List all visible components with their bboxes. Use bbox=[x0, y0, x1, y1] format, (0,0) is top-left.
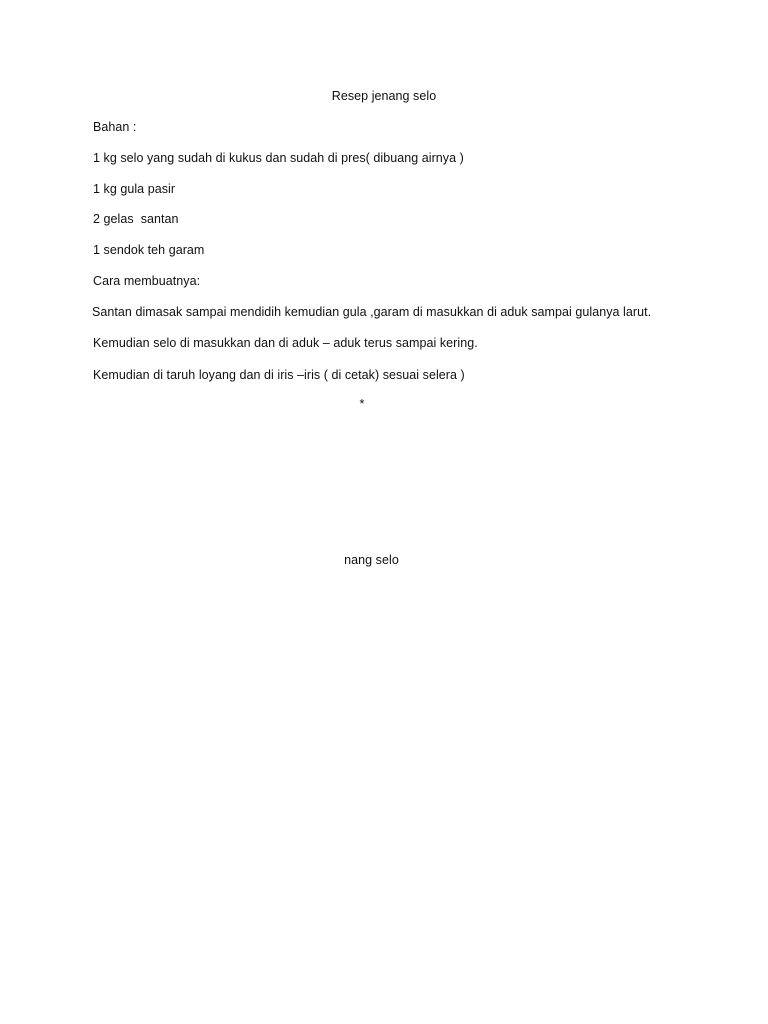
method-heading: Cara membuatnya: bbox=[93, 274, 201, 288]
method-step: Kemudian selo di masukkan dan di aduk – aduk terus sampai kering. bbox=[93, 336, 478, 350]
ingredient-item: 1 kg gula pasir bbox=[93, 182, 176, 196]
ingredients-heading: Bahan : bbox=[93, 120, 137, 134]
recipe-title: Resep jenang selo bbox=[331, 89, 437, 103]
ingredient-item: 1 sendok teh garam bbox=[93, 243, 205, 257]
ingredient-item: 1 kg selo yang sudah di kukus dan sudah di pres( dibuang airnya ) bbox=[93, 151, 464, 165]
asterisk-mark: * bbox=[359, 397, 365, 411]
ingredient-item: 2 gelas santan bbox=[93, 212, 179, 226]
footer-text: nang selo bbox=[344, 553, 399, 567]
method-step: Kemudian di taruh loyang dan di iris –iris ( di cetak) sesuai selera ) bbox=[93, 368, 465, 382]
method-step: Santan dimasak sampai mendidih kemudian gula ,garam di masukkan di aduk sampai gulanya larut. bbox=[92, 305, 652, 319]
